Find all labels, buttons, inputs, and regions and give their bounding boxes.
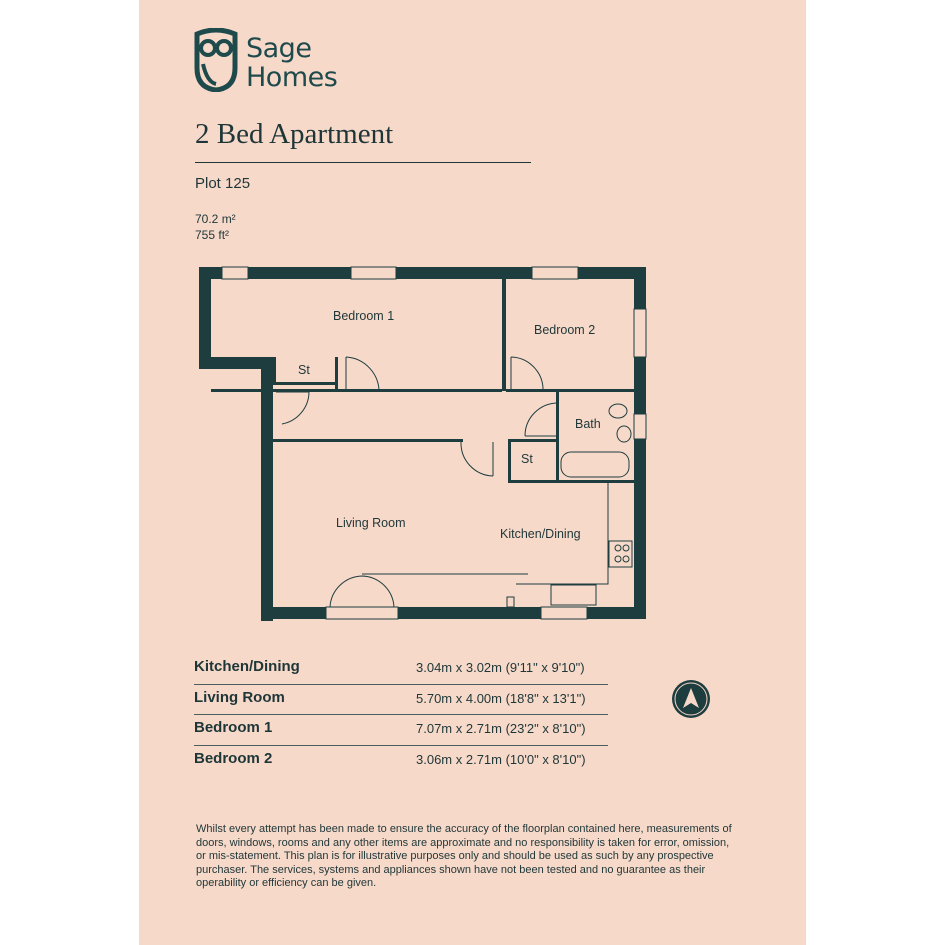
wall-left-upper xyxy=(199,267,211,369)
room-name: Kitchen/Dining xyxy=(194,658,300,675)
wall-st2-bottom xyxy=(508,480,634,483)
north-arrow-icon xyxy=(671,679,711,719)
room-size: 3.04m x 3.02m (9'11" x 9'10") xyxy=(416,660,585,675)
room-dimensions-table xyxy=(194,654,608,775)
title-divider xyxy=(195,162,531,163)
label-bedroom1: Bedroom 1 xyxy=(333,309,395,323)
wall-st2-left xyxy=(508,439,511,483)
wall-bed-divider xyxy=(502,279,506,391)
brand-name: Sage Homes xyxy=(246,33,338,93)
room-name: Bedroom 1 xyxy=(194,719,273,736)
room-size: 7.07m x 2.71m (23'2" x 8'10") xyxy=(416,721,586,736)
wall-bed1-bottom xyxy=(211,389,502,392)
wall-st2-top xyxy=(508,439,558,442)
label-kitchen: Kitchen/Dining xyxy=(500,527,581,541)
room-size: 3.06m x 2.71m (10'0" x 8'10") xyxy=(416,751,586,767)
wall-left-lower xyxy=(261,357,273,621)
table-row xyxy=(194,654,608,685)
area-metric: 70.2 m² xyxy=(195,212,236,226)
table-row xyxy=(194,746,608,776)
label-living: Living Room xyxy=(336,516,406,530)
label-store2: St xyxy=(521,452,533,466)
wall-bath-left xyxy=(556,392,559,483)
area-imperial: 755 ft² xyxy=(195,228,230,242)
wall-bed2-bottom xyxy=(506,389,634,392)
table-row xyxy=(194,685,608,716)
table-row xyxy=(194,715,608,746)
brand-logo xyxy=(193,28,363,94)
wall-st1-left xyxy=(273,357,276,382)
plot-number: Plot 125 xyxy=(195,175,251,192)
disclaimer-text: Whilst every attempt has been made to ensure the accuracy of the floorplan contained here, measurements of doors, windows, rooms and any other items are approximate and no responsibility is taken for error, omission, or mis-statement. This plan is for illustrative purposes only and should be used as such by any prospective purchaser. The services, systems and appliances shown have not been tested and no guarantee as their operability or efficiency can be given. xyxy=(196,823,732,890)
wall-step xyxy=(199,357,271,369)
wall-st1-bottom xyxy=(273,382,338,385)
wall-hall-bottom xyxy=(273,439,463,442)
wall-top xyxy=(199,267,646,279)
room-name: Bedroom 2 xyxy=(194,749,273,767)
wall-st1-right xyxy=(335,357,338,392)
page-title: 2 Bed Apartment xyxy=(195,118,394,150)
label-bedroom2: Bedroom 2 xyxy=(534,323,596,337)
label-bath: Bath xyxy=(575,417,601,431)
owl-logo-icon xyxy=(193,28,239,92)
label-store1: St xyxy=(298,363,310,377)
room-size: 5.70m x 4.00m (18'8" x 13'1") xyxy=(416,690,586,706)
room-name: Living Room xyxy=(194,688,285,706)
wall-bottom xyxy=(261,607,646,619)
floorplan xyxy=(196,264,648,628)
